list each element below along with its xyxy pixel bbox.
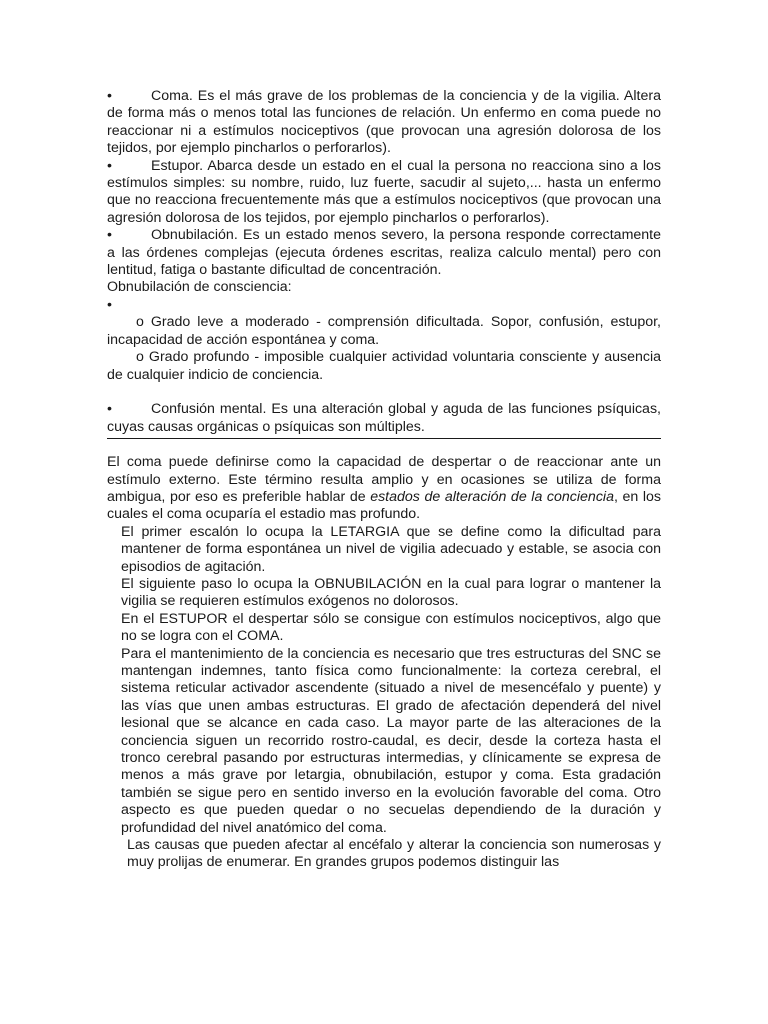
bullet-coma [107,88,661,158]
paragraph-mantenimiento: Para el mantenimiento de la conciencia es necesario que tres estructuras del SNC se mantengan indemnes, tanto física como funcionalmente: la corteza cerebral, el sistema reticular activador ascendente (situado a nivel de mesencéfalo y puente) y las vías que unen ambas estructuras. El grado de afectación dependerá del nivel lesional que se alcance en cada caso. La mayor parte de las alteraciones de la conciencia siguen un recorrido rostro-caudal, es decir, desde la corteza hasta el tronco cerebral pasando por estructuras intermedias, y clínicamente se expresa de menos a más grave por letargia, obnubilación, estupor y coma. Esta gradación también se sigue pero en sentido inverso en la evolución favorable del coma. Otro aspecto es que pueden quedar o no secuelas dependiendo de la duración y profundidad del nivel anatómico del coma. [121,645,661,836]
bullet-obnubilacion [107,227,661,279]
bullet-marker: • [107,157,112,174]
sub-bullet-marker: o [136,349,144,366]
grade-item-deep [107,349,661,384]
bullet-marker: • [107,296,112,313]
section-divider [107,438,661,439]
paragraph-causas: Las causas que pueden afectar al encéfalo y alterar la conciencia son numerosas y muy prolijas de enumerar. En grandes grupos podemos distinguir las [127,837,661,871]
body-section [107,454,661,872]
paragraph-letargia: El primer escalón lo ocupa la LETARGIA que se define como la dificultad para mantener de forma espontánea un nivel de vigilia adecuado y estable, se asocia con episodios de agitación. [121,523,661,575]
empty-bullet [107,297,661,314]
paragraph-definition-end: , en los cuales el coma ocuparía el estadio mas profundo. [107,488,661,523]
paragraph-estupor: En el ESTUPOR el despertar sólo se consigue con estímulos nociceptivos, algo que no se logra con el COMA. [121,610,661,645]
emphasis-term: estados de alteración de la conciencia [370,488,614,505]
paragraph-definition [107,454,661,524]
bullet-estupor [107,158,661,228]
spacer [107,384,661,401]
grade-mild-text: Grado leve a moderado - comprensión dificultada. Sopor, confusión, estupor, incapacidad de acción espontánea y coma. [107,314,661,348]
paragraph-obnubilacion: El siguiente paso lo ocupa la OBNUBILACIÓN en la cual para lograr o mantener la vigilia se requieren estímulos exógenos no dolorosos. [121,575,661,610]
bullet-confusion-text: Confusión mental. Es una alteración global y aguda de las funciones psíquicas, cuyas causas orgánicas o psíquicas son múltiples. [107,401,661,435]
sub-bullet-marker: o [136,314,144,331]
document-page [107,88,661,872]
bullet-marker: • [107,227,112,244]
bullet-estupor-text: Estupor. Abarca desde un estado en el cual la persona no reacciona sino a los estímulos simples: su nombre, ruido, luz fuerte, sacudir al sujeto,... hasta un enfermo que no reacciona frecuentemente más que a estímulos nociceptivos (que provocan una agresión dolorosa de los tejidos, por ejemplo pincharlos o perforarlos). [107,157,661,226]
grade-item-mild [107,314,661,349]
bullet-marker: • [107,88,112,104]
bullet-confusion [107,401,661,436]
bullet-marker: • [107,401,112,418]
bullet-obnubilacion-text: Obnubilación. Es un estado menos severo, la persona responde correctamente a las órdenes complejas (ejecuta órdenes escritas, realiza calculo mental) pero con lentitud, fatiga o bastante dificultad de concentración. [107,227,661,279]
obnubilacion-heading: Obnubilación de consciencia: [107,279,292,296]
grade-deep-text: Grado profundo - imposible cualquier actividad voluntaria consciente y ausencia de cualquier indicio de conciencia. [107,349,661,383]
paragraph-definition-start: El coma puede definirse como la capacidad de despertar o de reaccionar ante un estímulo externo. Este término resulta amplio y en ocasiones se utiliza de forma ambigua, por eso es preferible hablar de [107,454,661,505]
bullet-coma-text: Coma. Es el más grave de los problemas de la conciencia y de la vigilia. Altera de forma más o menos total las funciones de relación. Un enfermo en coma puede no reaccionar ni a estímulos nociceptivos (que provocan una agresión dolorosa de los tejidos, por ejemplo pincharlos o perforarlos). [107,88,661,157]
